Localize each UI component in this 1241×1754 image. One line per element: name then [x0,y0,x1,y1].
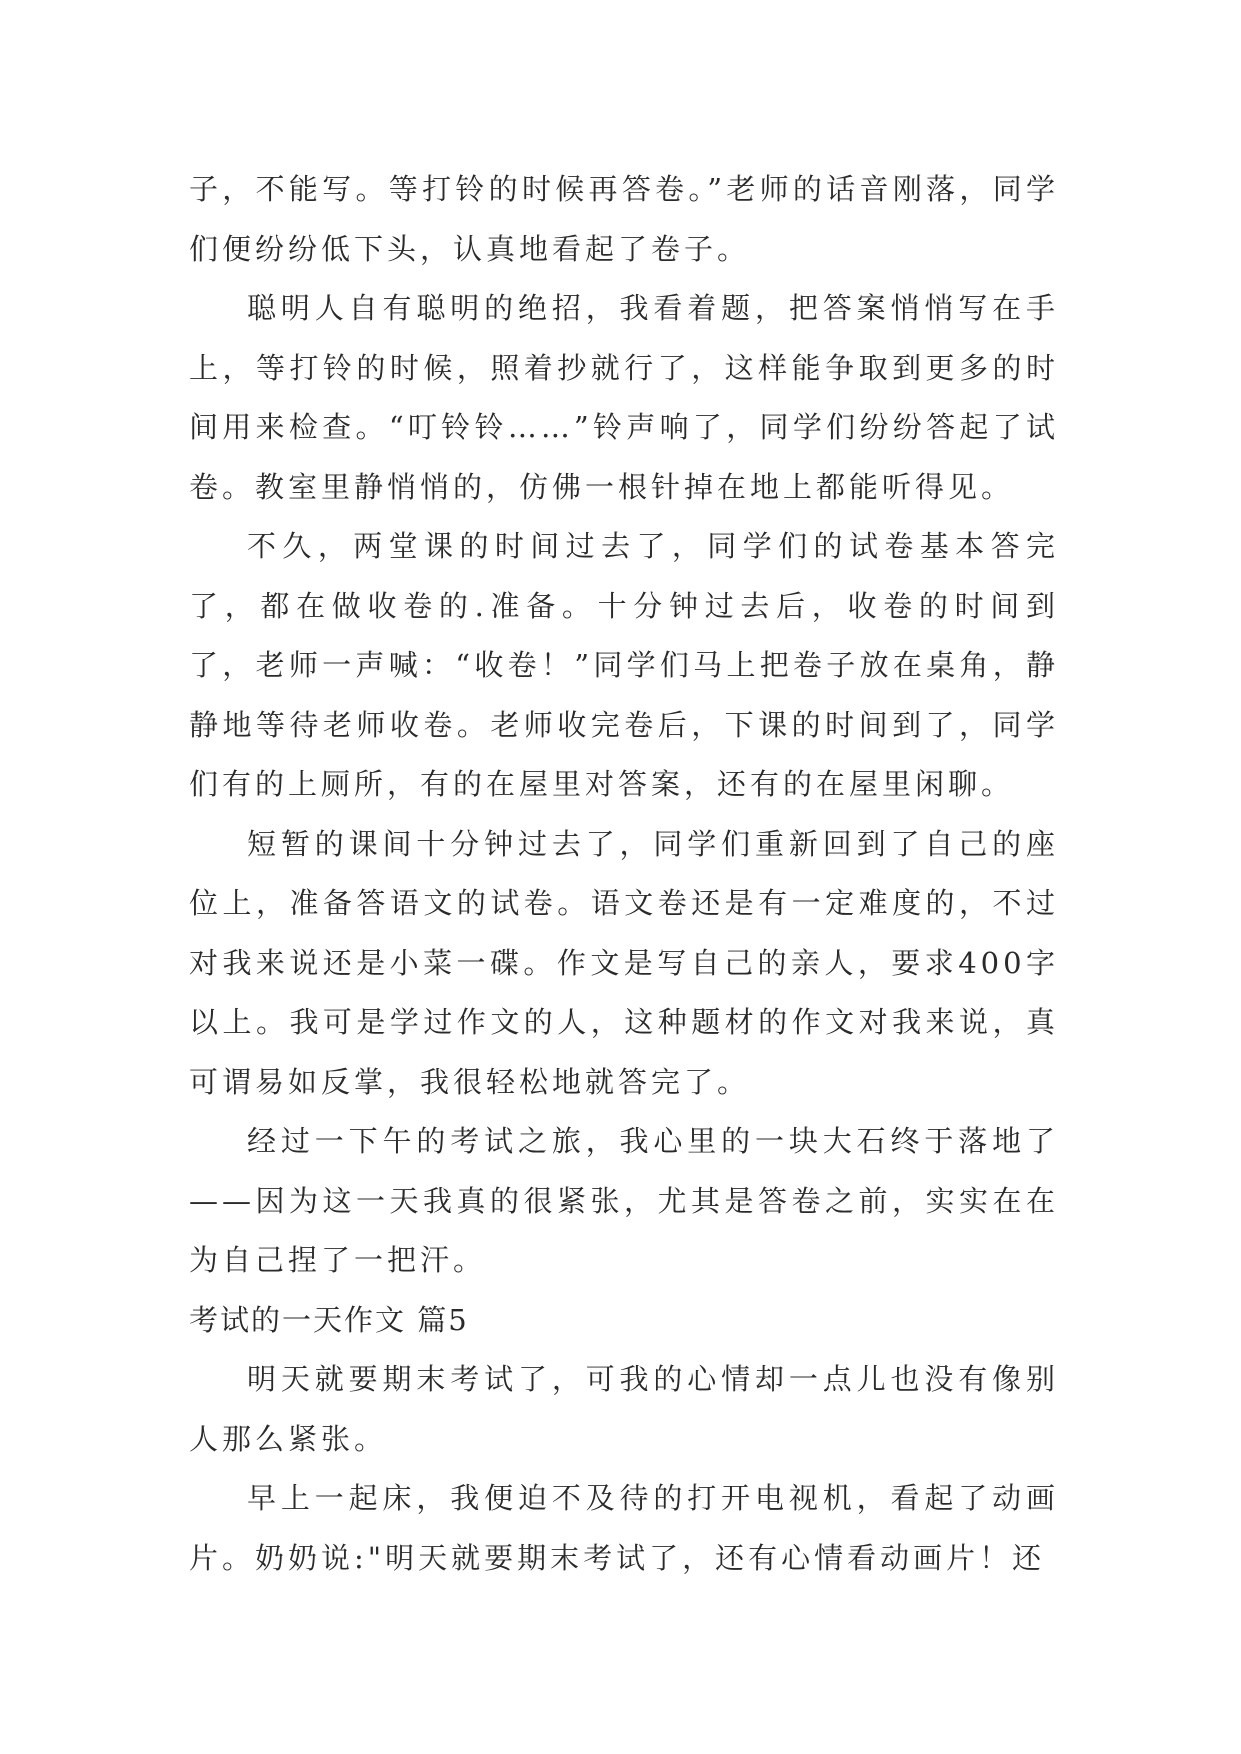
paragraph: 早上一起床，我便迫不及待的打开电视机，看起了动画片。奶奶说:"明天就要期末考试了，还有心情看动画片！还 [189,1481,1059,1575]
paragraph: 明天就要期末考试了，可我的心情却一点儿也没有像别人那么紧张。 [189,1362,1059,1456]
paragraph: 短暂的课间十分钟过去了，同学们重新回到了自己的座位上，准备答语文的试卷。语文卷还是有一定难度的，不过对我来说还是小菜一碟。作文是写自己的亲人，要求400字以上。我可是学过作文的人，这种题材的作文对我来说，真可谓易如反掌，我很轻松地就答完了。 [189,826,1059,1099]
paragraph-continuation: 子，不能写。等打铃的时候再答卷。”老师的话音刚落，同学们便纷纷低下头，认真地看起了卷子。 [189,172,1059,266]
section-heading: 考试的一天作文 篇5 [189,1302,469,1337]
paragraph: 不久，两堂课的时间过去了，同学们的试卷基本答完了，都在做收卷的.准备。十分钟过去后，收卷的时间到了，老师一声喊：“收卷！”同学们马上把卷子放在桌角，静静地等待老师收卷。老师收完卷后，下课的时间到了，同学们有的上厕所，有的在屋里对答案，还有的在屋里闲聊。 [189,529,1059,801]
document-body [189,160,1059,1588]
paragraph: 聪明人自有聪明的绝招，我看着题，把答案悄悄写在手上，等打铃的时候，照着抄就行了，这样能争取到更多的时间用来检查。“叮铃铃……”铃声响了，同学们纷纷答起了试卷。教室里静悄悄的，仿佛一根针掉在地上都能听得见。 [189,291,1059,504]
paragraph: 经过一下午的考试之旅，我心里的一块大石终于落地了——因为这一天我真的很紧张，尤其是答卷之前，实实在在为自己捏了一把汗。 [189,1124,1059,1277]
